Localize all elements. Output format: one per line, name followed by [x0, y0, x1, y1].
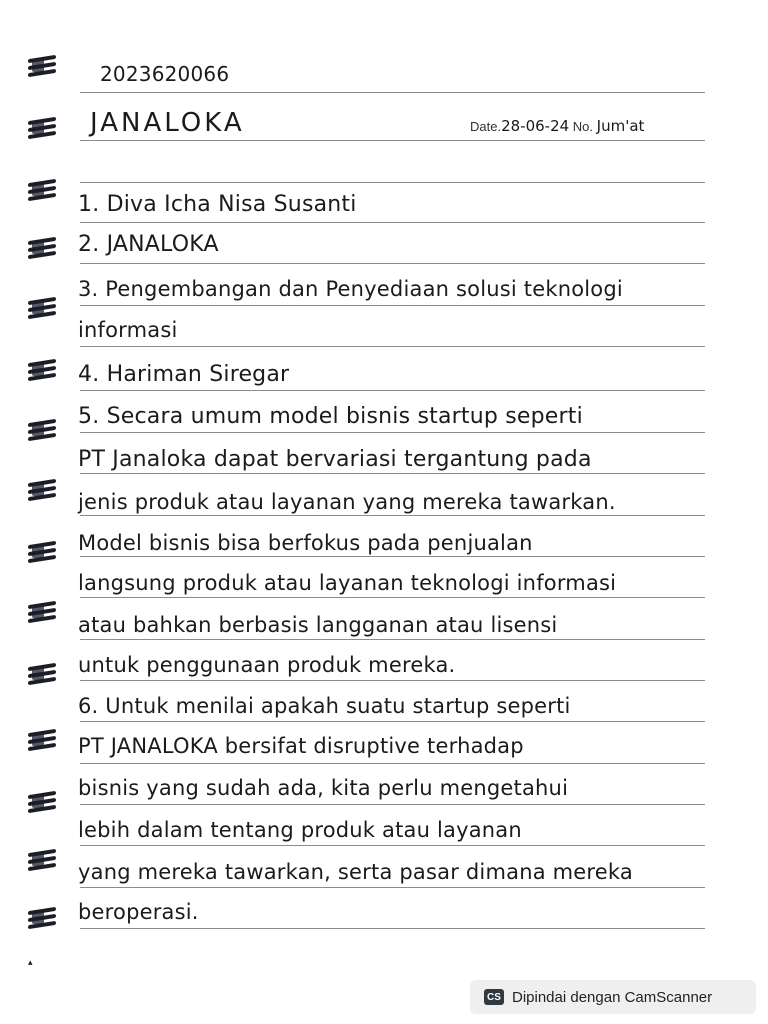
- ruled-line: [80, 305, 705, 306]
- spiral-ring: [26, 236, 62, 260]
- text-line: informasi: [78, 318, 178, 342]
- text-line: jenis produk atau layanan yang mereka tawarkan.: [78, 490, 616, 514]
- text-line: beroperasi.: [78, 900, 199, 924]
- ruled-line: [80, 680, 705, 681]
- ruled-line: [80, 515, 705, 516]
- no-label: No.: [572, 119, 594, 134]
- spiral-ring: [26, 54, 62, 78]
- ruled-line: [80, 763, 705, 764]
- spiral-ring: [26, 358, 62, 382]
- ruled-line: [80, 721, 705, 722]
- text-line: bisnis yang sudah ada, kita perlu mengetahui: [78, 776, 569, 800]
- ruled-line: [80, 263, 705, 264]
- text-line: lebih dalam tentang produk atau layanan: [78, 818, 522, 842]
- ruled-line: [80, 140, 705, 141]
- text-line: yang mereka tawarkan, serta pasar dimana mereka: [78, 860, 633, 884]
- ruled-line: [80, 432, 705, 433]
- ruled-line: [80, 639, 705, 640]
- text-line: 4. Hariman Siregar: [78, 362, 290, 387]
- ruled-line: [80, 804, 705, 805]
- text-line: langsung produk atau layanan teknologi informasi: [78, 571, 617, 595]
- text-line: 3. Pengembangan dan Penyediaan solusi teknologi: [78, 277, 623, 301]
- ruled-line: [80, 597, 705, 598]
- date-label: Date.: [470, 119, 502, 134]
- ruled-line: [80, 92, 705, 93]
- spiral-ring: [26, 296, 62, 320]
- ruled-line: [80, 887, 705, 888]
- date-field: [470, 117, 644, 135]
- ruled-line: [80, 346, 705, 347]
- text-line: PT Janaloka dapat bervariasi tergantung pada: [78, 447, 592, 472]
- spiral-ring: [26, 178, 62, 202]
- spiral-ring: [26, 418, 62, 442]
- ruled-line: [80, 556, 705, 557]
- date-value: 28-06-24: [501, 117, 570, 135]
- text-line: Model bisnis bisa berfokus pada penjualan: [78, 531, 533, 555]
- text-line: 2. JANALOKA: [78, 232, 219, 257]
- ruled-line: [80, 928, 705, 929]
- spiral-ring: [26, 728, 62, 752]
- spiral-ring: [26, 116, 62, 140]
- spiral-ring: [26, 790, 62, 814]
- spiral-ring: [26, 478, 62, 502]
- text-line: 5. Secara umum model bisnis startup seperti: [78, 404, 583, 429]
- margin-mark: ▴: [28, 958, 33, 968]
- ruled-line: [80, 182, 705, 183]
- day-value: Jum'at: [596, 117, 645, 135]
- text-line: PT JANALOKA bersifat disruptive terhadap: [78, 734, 524, 758]
- ruled-line: [80, 390, 705, 391]
- spiral-ring: [26, 662, 62, 686]
- camscanner-watermark: [470, 980, 756, 1014]
- spiral-ring: [26, 540, 62, 564]
- page-title: JANALOKA: [90, 108, 245, 138]
- text-line: 6. Untuk menilai apakah suatu startup seperti: [78, 694, 571, 718]
- camscanner-logo-icon: CS: [484, 989, 504, 1005]
- text-line: 1. Diva Icha Nisa Susanti: [78, 192, 357, 217]
- ruled-line: [80, 222, 705, 223]
- text-line: atau bahkan berbasis langganan atau lisensi: [78, 613, 558, 637]
- spiral-ring: [26, 906, 62, 930]
- student-number: 2023620066: [100, 62, 230, 86]
- ruled-line: [80, 845, 705, 846]
- spiral-ring: [26, 600, 62, 624]
- spiral-ring: [26, 848, 62, 872]
- text-line: untuk penggunaan produk mereka.: [78, 653, 456, 677]
- watermark-text: Dipindai dengan CamScanner: [512, 988, 713, 1006]
- ruled-line: [80, 473, 705, 474]
